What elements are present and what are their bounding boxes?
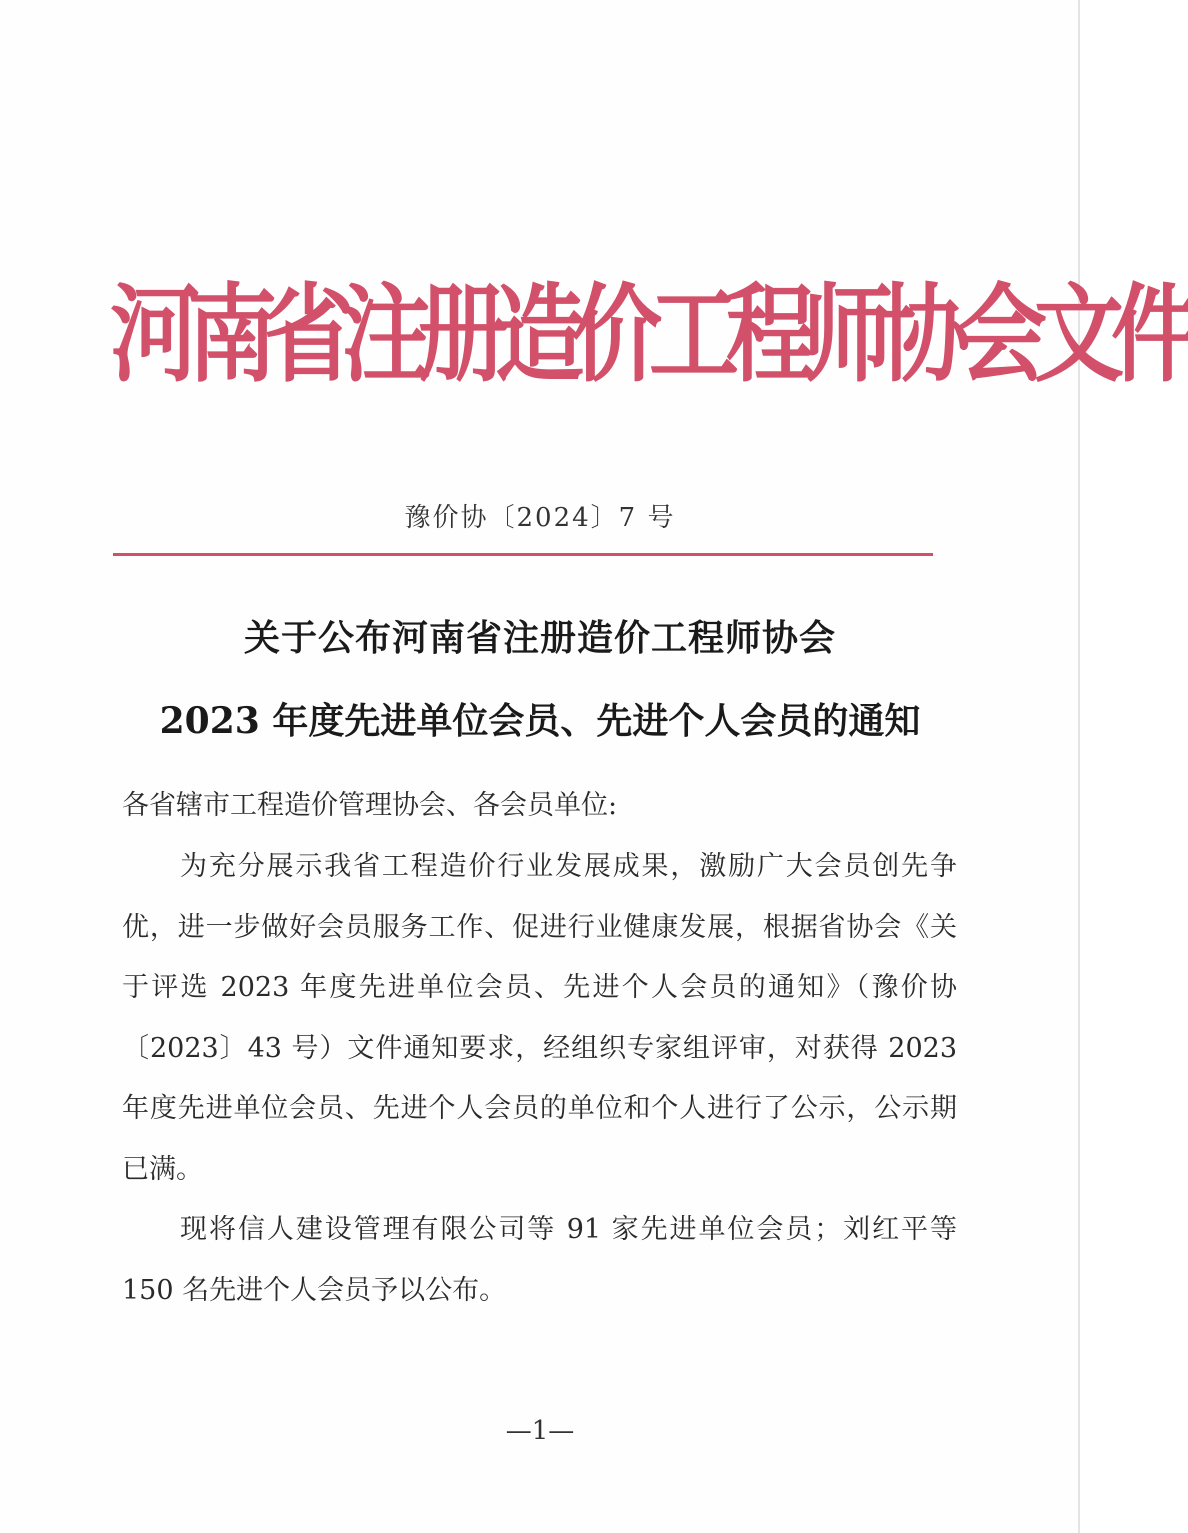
red-divider-line xyxy=(113,553,933,556)
body-paragraph-1: 为充分展示我省工程造价行业发展成果，激励广大会员创先争优，进一步做好会员服务工作、促进行业健康发展，根据省协会《关于评选 2023 年度先进单位会员、先进个人会员的通知》（豫价协〔2023〕43 号）文件通知要求，经组织专家组评审，对获得 2023 年度先进单位会员、先进个人会员的单位和个人进行了公示，公示期已满。 xyxy=(122,851,957,1185)
notice-title-line-1: 关于公布河南省注册造价工程师协会 xyxy=(243,617,836,659)
page-number: —1— xyxy=(505,1416,575,1446)
document-number: 豫价协〔2024〕7 号 xyxy=(404,503,676,533)
salutation: 各省辖市工程造价管理协会、各会员单位: xyxy=(122,790,618,821)
notice-title-line-2: 2023 年度先进单位会员、先进个人会员的通知 xyxy=(159,700,921,742)
org-red-header: 河南省注册造价工程师协会文件 xyxy=(110,272,1188,398)
body-paragraph-2: 现将信人建设管理有限公司等 91 家先进单位会员；刘红平等 150 名先进个人会员予以公布。 xyxy=(122,1214,957,1306)
